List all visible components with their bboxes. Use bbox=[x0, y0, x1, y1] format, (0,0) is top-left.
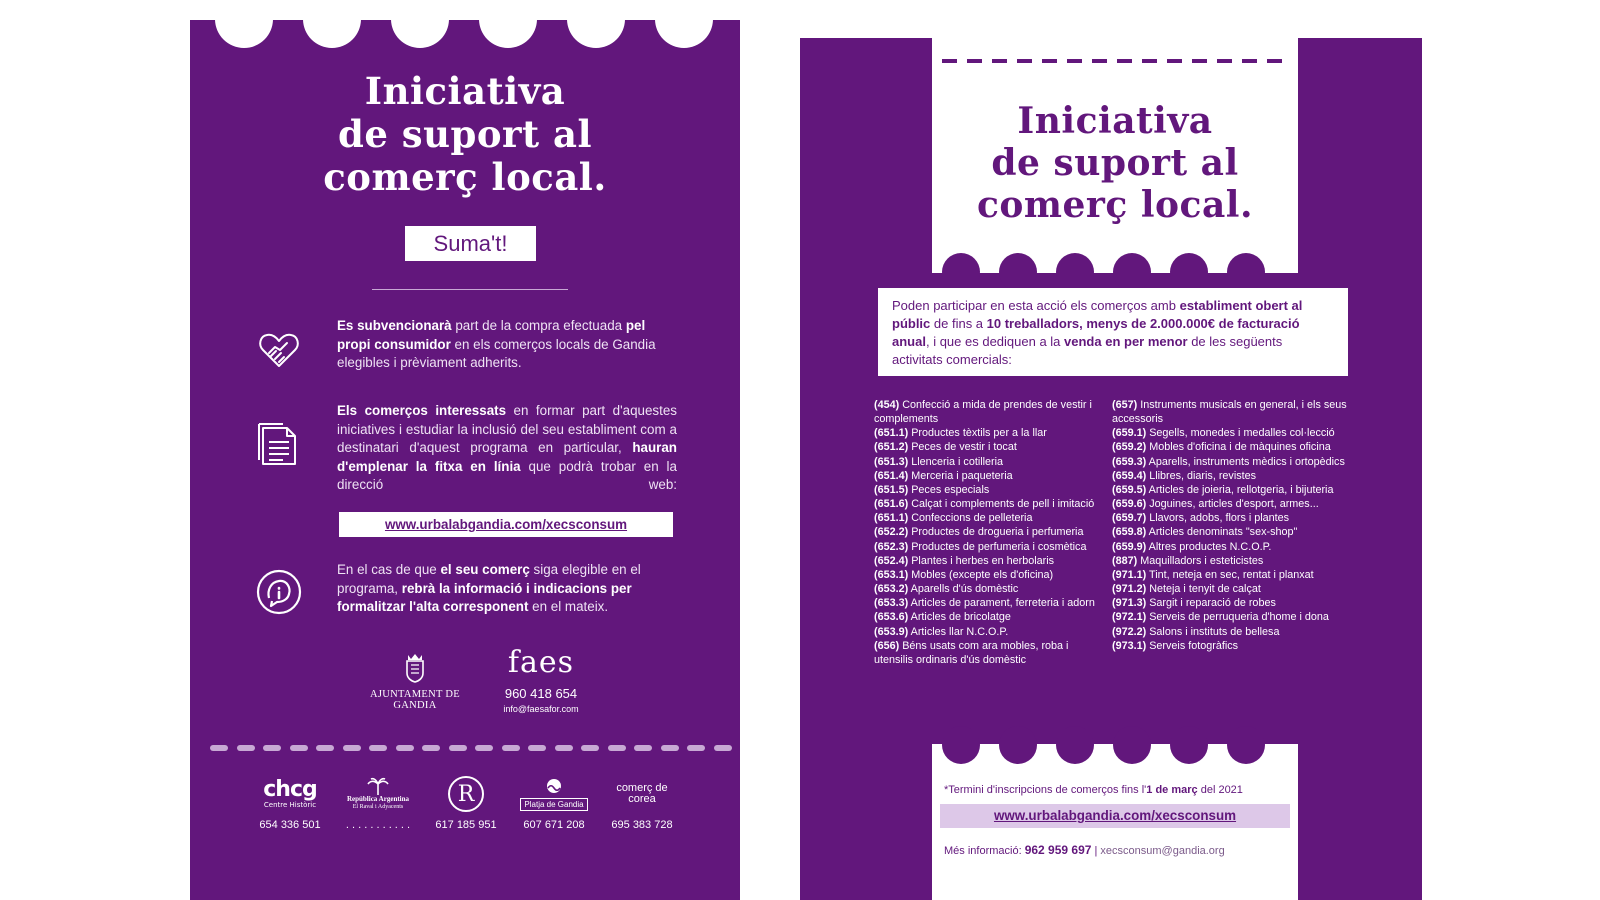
activity-text: Neteja i tenyit de calçat bbox=[1146, 583, 1261, 596]
activity-item bbox=[874, 455, 1109, 469]
activity-item bbox=[1112, 582, 1347, 596]
activity-item bbox=[1112, 540, 1347, 554]
activity-text: Altres productes N.C.O.P. bbox=[1146, 540, 1272, 553]
contact-phone: 962 959 697 bbox=[1024, 843, 1092, 857]
ajuntament-logo bbox=[350, 653, 480, 711]
activity-item bbox=[874, 497, 1109, 511]
activity-text: Sargit i reparació de robes bbox=[1146, 597, 1276, 610]
dashed-divider bbox=[210, 745, 730, 751]
activity-code: (653.3) bbox=[874, 597, 909, 610]
platja-logo: Platja de Gandia bbox=[514, 773, 594, 815]
activity-code: (973.1) bbox=[1112, 639, 1147, 652]
activity-text: Mobles d'oficina i de màquines oficina bbox=[1146, 441, 1331, 454]
coat-of-arms-icon bbox=[404, 653, 426, 683]
activity-item bbox=[874, 554, 1109, 568]
association-phone: 607 671 208 bbox=[523, 819, 585, 831]
activity-item bbox=[874, 426, 1109, 440]
activity-text: Tint, neteja en sec, rentat i planxat bbox=[1146, 568, 1314, 581]
activity-code: (659.9) bbox=[1112, 540, 1147, 553]
registration-paragraph: Els comerços interessats en formar part d'aquestes iniciatives i estudiar la inclusió del seu establiment com a destinatari d'aquest programa en particular, hauran d'emplenar la fitxa en línia que podrà trobar en la direcció web: bbox=[337, 403, 677, 493]
activity-text: Salons i instituts de bellesa bbox=[1146, 625, 1280, 638]
activity-code: (971.3) bbox=[1112, 597, 1147, 610]
activity-item bbox=[1112, 639, 1347, 653]
association-phone: 617 185 951 bbox=[435, 819, 497, 831]
activity-item bbox=[874, 625, 1109, 639]
activity-text: Peces especials bbox=[908, 483, 990, 496]
left-title: Iniciativa de suport al comerç local. bbox=[323, 69, 607, 199]
activity-text: Confecció a mida de prendes de vestir i complements bbox=[874, 399, 1092, 426]
activity-item bbox=[874, 469, 1109, 483]
activity-code: (652.2) bbox=[874, 526, 909, 539]
activity-code: (651.4) bbox=[874, 469, 909, 482]
left-flyer bbox=[190, 20, 740, 900]
activity-text: Serveis fotogràfics bbox=[1146, 639, 1239, 652]
eligibility-intro: Poden participar en esta acció els comerços amb establiment obert al públic de fins a 10 treballadors, menys de 2.000.000€ de facturació anual, i que es dediquen a la venda en per menor de les següents activitats comercials: bbox=[878, 288, 1348, 376]
activity-item bbox=[1112, 497, 1347, 511]
association-phone: 654 336 501 bbox=[259, 819, 321, 831]
activity-code: (651.6) bbox=[874, 498, 909, 511]
activity-code: (652.3) bbox=[874, 540, 909, 553]
activity-item bbox=[1112, 596, 1347, 610]
activity-item bbox=[1112, 440, 1347, 454]
activity-code: (887) bbox=[1112, 554, 1138, 567]
activity-code: (652.4) bbox=[874, 554, 909, 567]
activity-item bbox=[874, 639, 1109, 667]
right-title: Iniciativa de suport al comerç local. bbox=[977, 100, 1253, 226]
info-panel bbox=[932, 744, 1298, 900]
activity-list-right bbox=[1112, 398, 1347, 653]
activity-text: Joguines, articles d'esport, armes... bbox=[1146, 498, 1319, 511]
scallop-edge bbox=[932, 253, 1298, 293]
activity-item bbox=[874, 483, 1109, 497]
activity-text: Aparells d'ús domèstic bbox=[908, 583, 1019, 596]
activity-item bbox=[874, 440, 1109, 454]
activity-code: (659.2) bbox=[1112, 441, 1147, 454]
activity-code: (653.1) bbox=[874, 568, 909, 581]
faes-logo: faes bbox=[507, 645, 575, 680]
dashed-divider bbox=[942, 59, 1288, 64]
activity-text: Merceria i paqueteria bbox=[908, 469, 1013, 482]
faes-block bbox=[495, 646, 587, 714]
association-corea bbox=[602, 773, 682, 831]
activity-item bbox=[1112, 398, 1347, 426]
activity-code: (651.1) bbox=[874, 512, 909, 525]
activity-text: Productes de perfumeria i cosmètica bbox=[908, 540, 1087, 553]
faes-email: info@faesafor.com bbox=[503, 704, 579, 714]
wave-icon bbox=[544, 778, 564, 794]
palm-tree-icon bbox=[367, 777, 389, 795]
activity-text: Aparells, instruments mèdics i ortopèdics bbox=[1146, 455, 1345, 468]
activity-code: (659.8) bbox=[1112, 526, 1147, 539]
top-scallop-edge bbox=[190, 20, 740, 50]
r-logo: R bbox=[426, 773, 506, 815]
eligibility-paragraph: En el cas de que el seu comerç siga elegible en el programa, rebrà la informació i indicacions per formalitzar l'alta corresponent en el mateix. bbox=[337, 562, 641, 615]
activity-code: (971.2) bbox=[1112, 583, 1147, 596]
activity-code: (653.9) bbox=[874, 625, 909, 638]
activity-item bbox=[874, 568, 1109, 582]
title-panel bbox=[932, 38, 1298, 273]
activity-item bbox=[1112, 469, 1347, 483]
activity-text: Serveis de perruqueria d'home i dona bbox=[1146, 611, 1329, 624]
activity-item bbox=[1112, 525, 1347, 539]
activity-text: Maquilladors i esteticistes bbox=[1137, 554, 1264, 567]
association-republica-argentina bbox=[338, 773, 418, 831]
activity-text: Instruments musicals en general, i els seus accessoris bbox=[1112, 399, 1347, 426]
activity-code: (659.4) bbox=[1112, 469, 1147, 482]
subsidy-paragraph: Es subvencionarà part de la compra efectuada pel propi consumidor en els comerços locals de Gandia elegibles i prèviament adherits. bbox=[337, 318, 656, 371]
activity-text: Articles denominats "sex-shop" bbox=[1146, 526, 1298, 539]
activity-item bbox=[1112, 483, 1347, 497]
corea-logo: comerç de corea bbox=[616, 782, 668, 805]
deadline-note: *Termini d'inscripcions de comerços fins l'1 de març del 2021 bbox=[944, 784, 1243, 796]
activity-code: (659.6) bbox=[1112, 498, 1147, 511]
activity-code: (653.6) bbox=[874, 611, 909, 624]
activity-code: (659.5) bbox=[1112, 483, 1147, 496]
activity-code: (651.5) bbox=[874, 483, 909, 496]
activity-text: Llavors, adobs, flors i plantes bbox=[1146, 512, 1290, 525]
chcg-logo: chcg Centre Històric bbox=[263, 776, 317, 809]
activity-text: Articles de parament, ferreteria i adorn bbox=[908, 597, 1095, 610]
activity-list-left bbox=[874, 398, 1109, 667]
activity-text: Llenceria i cotilleria bbox=[908, 455, 1004, 468]
activity-code: (657) bbox=[1112, 399, 1138, 411]
activity-text: Llibres, diaris, revistes bbox=[1146, 469, 1257, 482]
activity-text: Mobles (excepte els d'oficina) bbox=[908, 568, 1054, 581]
activity-text: Productes de drogueria i perfumeria bbox=[908, 526, 1084, 539]
activity-item bbox=[874, 525, 1109, 539]
activity-text: Béns usats com ara mobles, roba i utensilis ordinaris d'ús domèstic bbox=[874, 639, 1069, 666]
activity-text: Productes tèxtils per a la llar bbox=[908, 427, 1047, 440]
activity-item bbox=[1112, 625, 1347, 639]
contact-info: Més informació: 962 959 697 | xecsconsum@gandia.org bbox=[944, 843, 1225, 857]
association-r bbox=[426, 773, 506, 831]
ajuntament-label: AJUNTAMENT DE GANDIA bbox=[369, 689, 461, 711]
document-icon bbox=[255, 420, 303, 468]
activity-text: Peces de vestir i tocat bbox=[908, 441, 1017, 454]
activity-code: (972.2) bbox=[1112, 625, 1147, 638]
activity-code: (651.1) bbox=[874, 427, 909, 440]
right-flyer bbox=[800, 38, 1422, 900]
association-phone: 695 383 728 bbox=[611, 819, 673, 831]
activity-text: Articles llar N.C.O.P. bbox=[908, 625, 1009, 638]
activity-code: (659.1) bbox=[1112, 427, 1147, 440]
activity-item bbox=[874, 596, 1109, 610]
activity-item bbox=[1112, 554, 1347, 568]
activity-item bbox=[874, 540, 1109, 554]
activity-item bbox=[874, 610, 1109, 624]
faes-phone: 960 418 654 bbox=[504, 686, 578, 701]
activity-item bbox=[874, 582, 1109, 596]
divider bbox=[372, 289, 568, 290]
activity-code: (454) bbox=[874, 399, 900, 411]
association-platja bbox=[514, 773, 594, 831]
activity-code: (651.2) bbox=[874, 441, 909, 454]
activity-item bbox=[1112, 610, 1347, 624]
palm-tree-logo: República Argentina El Raval i Adyacents bbox=[338, 773, 418, 815]
activity-code: (659.3) bbox=[1112, 455, 1147, 468]
activity-code: (972.1) bbox=[1112, 611, 1147, 624]
activity-text: Calçat i complements de pell i imitació bbox=[908, 498, 1095, 511]
activity-code: (653.2) bbox=[874, 583, 909, 596]
activity-text: Articles de joieria, rellotgeria, i bijuteria bbox=[1146, 483, 1334, 496]
activity-text: Plantes i herbes en herbolaris bbox=[908, 554, 1055, 567]
activity-item bbox=[1112, 455, 1347, 469]
info-icon bbox=[255, 568, 303, 616]
activity-code: (971.1) bbox=[1112, 568, 1147, 581]
registration-url-link[interactable]: www.urbalabgandia.com/xecsconsum bbox=[339, 512, 673, 537]
registration-url-link[interactable]: www.urbalabgandia.com/xecsconsum bbox=[940, 804, 1290, 828]
activity-item bbox=[874, 511, 1109, 525]
activity-item bbox=[1112, 426, 1347, 440]
activity-text: Confeccions de pelleteria bbox=[908, 512, 1033, 525]
activity-code: (656) bbox=[874, 639, 900, 652]
activity-item bbox=[1112, 511, 1347, 525]
scallop-edge bbox=[932, 726, 1298, 766]
activity-item bbox=[874, 398, 1109, 426]
suma-button[interactable]: Suma't! bbox=[405, 226, 536, 261]
activity-text: Articles de bricolatge bbox=[908, 611, 1011, 624]
activity-code: (651.3) bbox=[874, 455, 909, 468]
activity-code: (659.7) bbox=[1112, 512, 1147, 525]
handshake-heart-icon bbox=[255, 326, 303, 374]
activity-item bbox=[1112, 568, 1347, 582]
activity-text: Segells, monedes i medalles col·lecció bbox=[1146, 427, 1335, 440]
association-chcg bbox=[250, 773, 330, 831]
association-phone: . . . . . . . . . . . bbox=[345, 819, 411, 831]
contact-email[interactable]: xecsconsum@gandia.org bbox=[1100, 845, 1225, 857]
